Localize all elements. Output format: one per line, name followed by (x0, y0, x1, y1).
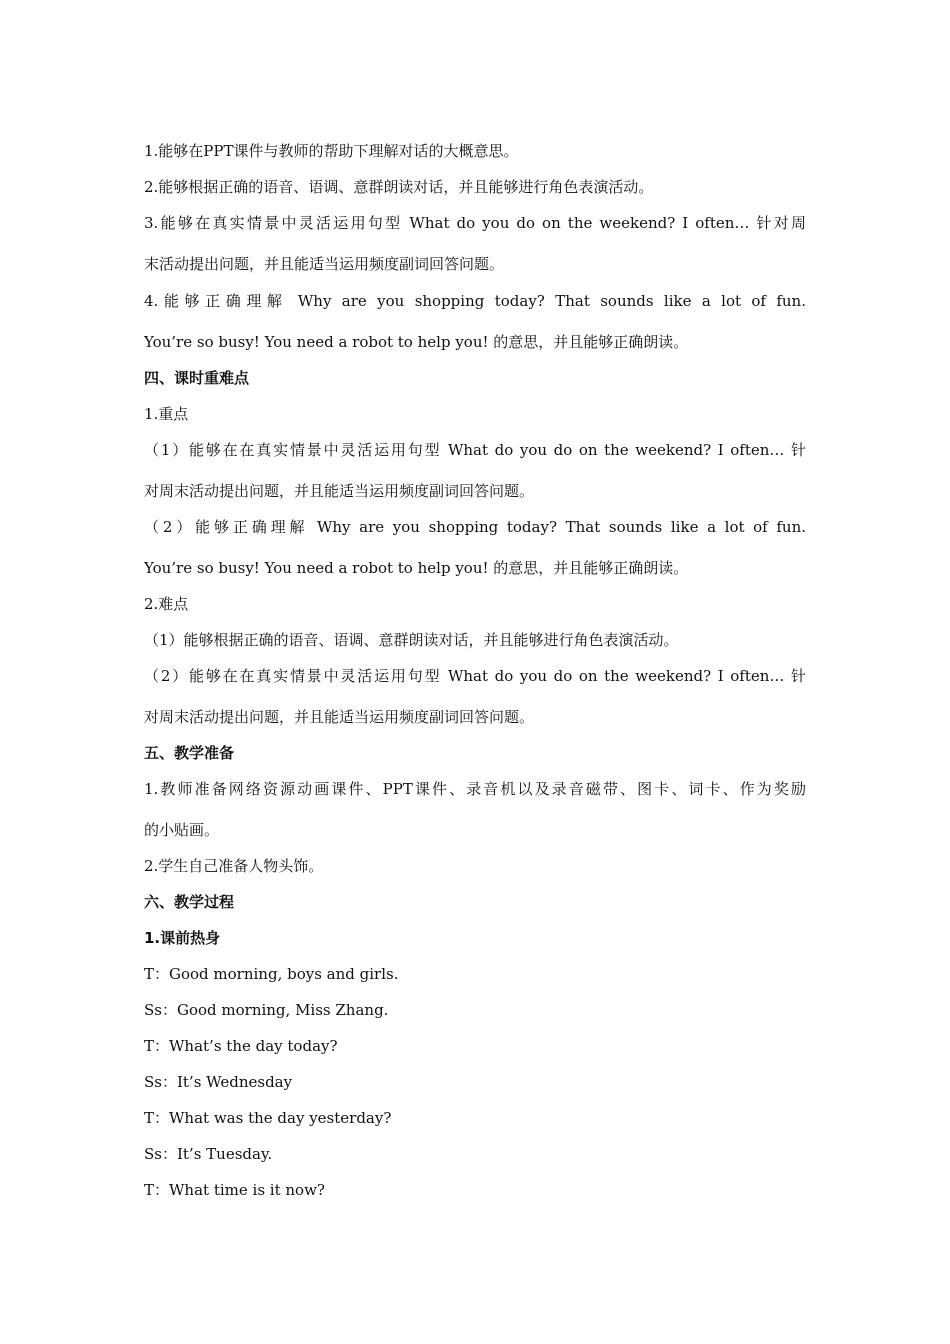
text-line: 2.能够根据正确的语音、语调、意群朗读对话，并且能够进行角色表演活动。 (144, 178, 654, 196)
subheading: 1.课前热身 (144, 929, 221, 947)
text-line: 2.学生自己准备人物头饰。 (144, 857, 324, 875)
text-line: You’re so busy! You need a robot to help you! 的意思，并且能够正确朗读。 (144, 333, 689, 351)
section-heading: 六、教学过程 (144, 893, 235, 911)
dialogue-line: Ss：It’s Tuesday. (144, 1145, 273, 1163)
text-line: （1）能够根据正确的语音、语调、意群朗读对话，并且能够进行角色表演活动。 (144, 631, 679, 649)
dialogue-line: T：Good morning, boys and girls. (144, 965, 399, 983)
subheading: 1.重点 (144, 405, 189, 423)
text-line: 对周末活动提出问题，并且能适当运用频度副词回答问题。 (144, 482, 535, 500)
dialogue-line: T：What time is it now? (144, 1181, 325, 1199)
text-line: 3.能够在真实情景中灵活运用句型 What do you do on the weekend? I often… 针对周 (144, 214, 806, 232)
dialogue-line: T：What’s the day today? (144, 1037, 338, 1055)
text-line: You’re so busy! You need a robot to help you! 的意思，并且能够正确朗读。 (144, 559, 689, 577)
text-line: 的小贴画。 (144, 821, 220, 839)
text-line: （1）能够在在真实情景中灵活运用句型 What do you do on the weekend? I often… 针 (144, 441, 806, 459)
subheading: 2.难点 (144, 595, 189, 613)
dialogue-line: Ss：It’s Wednesday (144, 1073, 293, 1091)
text-line: 1.能够在PPT课件与教师的帮助下理解对话的大概意思。 (144, 142, 519, 160)
dialogue-line: T：What was the day yesterday? (144, 1109, 392, 1127)
text-line: 4.能够正确理解 Why are you shopping today? That sounds like a lot of fun. (144, 292, 806, 310)
text-line: 对周末活动提出问题，并且能适当运用频度副词回答问题。 (144, 708, 535, 726)
dialogue-line: Ss：Good morning, Miss Zhang. (144, 1001, 389, 1019)
text-line: 末活动提出问题，并且能适当运用频度副词回答问题。 (144, 255, 505, 273)
section-heading: 五、教学准备 (144, 744, 235, 762)
text-line: 1.教师准备网络资源动画课件、PPT课件、录音机以及录音磁带、图卡、词卡、作为奖励 (144, 780, 806, 798)
text-line: （2）能够在在真实情景中灵活运用句型 What do you do on the weekend? I often… 针 (144, 667, 806, 685)
text-line: （2）能够正确理解 Why are you shopping today? That sounds like a lot of fun. (144, 518, 806, 536)
section-heading: 四、课时重难点 (144, 369, 250, 387)
